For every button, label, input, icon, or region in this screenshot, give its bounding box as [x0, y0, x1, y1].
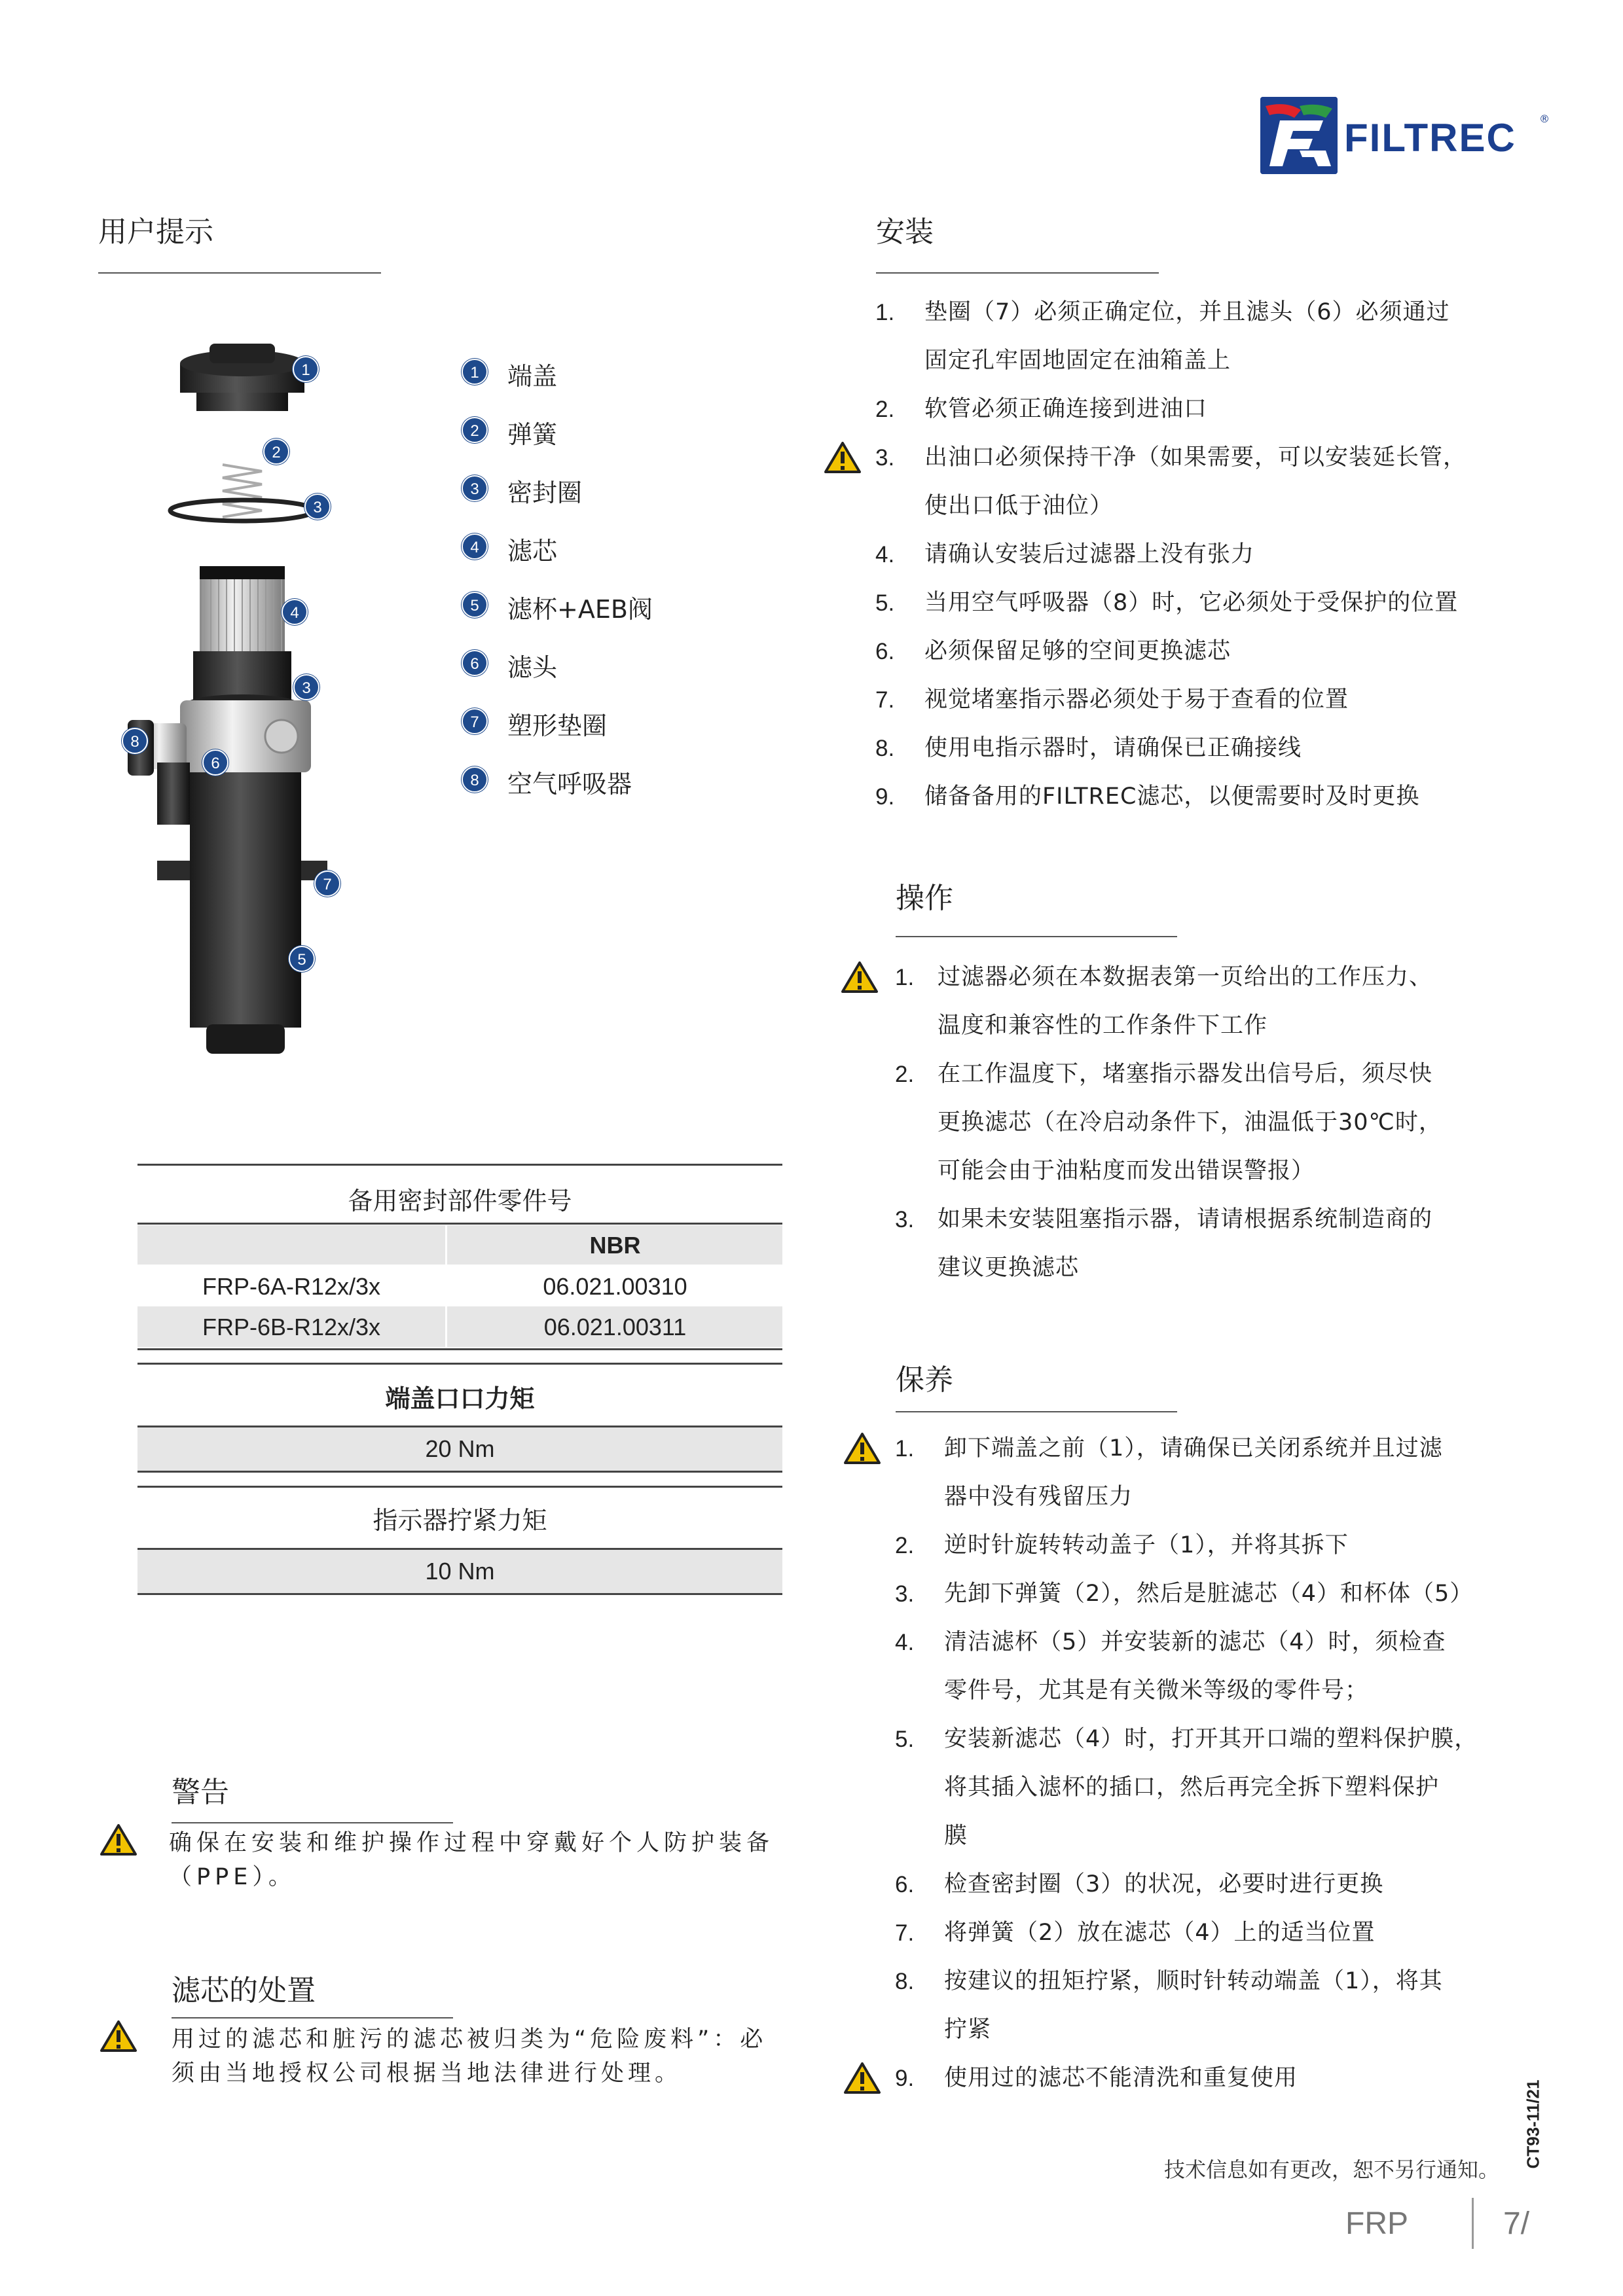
warning-line-1: 确保在安装和维护操作过程中穿戴好个人防护装备 — [169, 1830, 775, 1856]
legend-badge-7: 7 — [462, 708, 488, 734]
callout-badge-6: 6 — [202, 749, 228, 776]
maintenance-item-3-num: 3. — [895, 1581, 915, 1607]
callout-badge-3: 3 — [304, 493, 331, 520]
seal-table-title: 备用密封部件零件号 — [348, 1187, 572, 1215]
maintenance-rule — [896, 1411, 1177, 1412]
installation-item-7-num: 7. — [875, 687, 895, 713]
legend-label-2: 弹簧 — [507, 420, 558, 449]
maintenance-item-6-line-1: 检查密封圈（3）的状况，必要时进行更换 — [944, 1871, 1384, 1897]
installation-item-6-line-1: 必须保留足够的空间更换滤芯 — [924, 638, 1231, 664]
installation-item-1-line-2: 固定孔牢固地固定在油箱盖上 — [924, 348, 1231, 374]
seal-table-row-2-part: 06.021.00311 — [543, 1314, 687, 1340]
maintenance-item-1-num: 1. — [895, 1436, 915, 1462]
callout-badge-7: 7 — [314, 870, 340, 897]
installation-item-1-num: 1. — [875, 300, 895, 325]
maintenance-item-9-warning-icon — [843, 2062, 881, 2094]
callout-badge-5: 5 — [289, 946, 315, 972]
maintenance-item-1-line-1: 卸下端盖之前（1），请确保已关闭系统并且过滤 — [944, 1435, 1443, 1462]
footer-note: 技术信息如有更改，恕不另行通知。 — [1164, 2157, 1500, 2182]
callout-badge-8: 8 — [122, 728, 148, 754]
installation-item-8-num: 8. — [875, 736, 895, 761]
operation-item-3-line-1: 如果未安装阻塞指示器，请请根据系统制造商的 — [938, 1206, 1433, 1232]
seal-table-header-separator — [445, 1225, 447, 1265]
maintenance-item-3-line-1: 先卸下弹簧（2），然后是脏滤芯（4）和杯体（5） — [944, 1581, 1474, 1607]
maintenance-item-8-line-2: 拧紧 — [944, 2017, 992, 2043]
maintenance-title: 保养 — [896, 1363, 953, 1397]
indicator-torque-title: 指示器拧紧力矩 — [373, 1506, 547, 1535]
installation-item-3-num: 3. — [875, 445, 895, 471]
operation-item-1-warning-icon — [841, 961, 879, 994]
installation-item-3-warning-icon — [824, 441, 862, 474]
installation-item-2-line-1: 软管必须正确连接到进油口 — [924, 396, 1208, 422]
callout-badge-3b: 3 — [293, 674, 319, 700]
maintenance-item-8-line-1: 按建议的扭矩拧紧，顺时针转动端盖（1），将其 — [944, 1968, 1443, 1994]
seal-table-row-2-separator — [445, 1306, 447, 1347]
maintenance-item-5-num: 5. — [895, 1727, 915, 1752]
operation-item-2-line-2: 更换滤芯（在冷启动条件下，油温低于30℃时， — [938, 1109, 1442, 1136]
operation-item-1-num: 1. — [895, 965, 915, 990]
legend-label-6: 滤头 — [507, 653, 558, 682]
footer-product: FRP — [1345, 2206, 1408, 2241]
indicator-torque-top-rule — [137, 1486, 782, 1488]
callout-badge-4: 4 — [282, 599, 308, 625]
operation-item-2-num: 2. — [895, 1062, 915, 1087]
installation-rule — [876, 272, 1159, 274]
callout-badge-2: 2 — [263, 439, 289, 465]
warning-icon — [100, 1823, 137, 1859]
maintenance-item-5-line-3: 膜 — [944, 1823, 968, 1849]
disposal-title: 滤芯的处置 — [172, 1974, 316, 2007]
legend-label-7: 塑形垫圈 — [507, 711, 608, 740]
registered-mark: ® — [1539, 113, 1550, 125]
maintenance-item-5-line-1: 安装新滤芯（4）时，打开其开口端的塑料保护膜， — [944, 1726, 1478, 1752]
footer-divider — [1472, 2198, 1474, 2249]
installation-item-2-num: 2. — [875, 397, 895, 422]
indicator-torque-bottom-rule — [137, 1593, 782, 1595]
operation-item-3-line-2: 建议更换滤芯 — [938, 1255, 1080, 1281]
installation-item-9-num: 9. — [875, 784, 895, 810]
cap-torque-value: 20 Nm — [425, 1435, 495, 1462]
legend-badge-3: 3 — [462, 475, 488, 501]
warning-rule — [172, 1822, 453, 1823]
filtrec-logo-icon — [1260, 97, 1338, 174]
operation-item-1-line-1: 过滤器必须在本数据表第一页给出的工作压力、 — [938, 964, 1433, 990]
maintenance-item-1-line-2: 器中没有残留压力 — [944, 1484, 1133, 1510]
seal-table-top-rule — [137, 1164, 782, 1166]
legend-badge-1: 1 — [462, 359, 488, 385]
disposal-line-2: 须由当地授权公司根据当地法律进行处理。 — [172, 2060, 682, 2087]
installation-item-9-line-1: 储备备用的FILTREC滤芯，以便需要时及时更换 — [924, 783, 1420, 810]
disposal-rule — [172, 2017, 453, 2018]
legend-badge-2: 2 — [462, 417, 488, 443]
brand-name: FILTREC — [1344, 116, 1516, 160]
installation-title: 安装 — [876, 215, 934, 249]
seal-table-row-1-part: 06.021.00310 — [543, 1273, 687, 1300]
maintenance-item-5-line-2: 将其插入滤杯的插口，然后再完全拆下塑料保护 — [944, 1774, 1440, 1801]
maintenance-item-6-num: 6. — [895, 1872, 915, 1897]
installation-item-6-num: 6. — [875, 639, 895, 664]
installation-item-5-num: 5. — [875, 590, 895, 616]
installation-item-8-line-1: 使用电指示器时，请确保已正确接线 — [924, 735, 1302, 761]
maintenance-item-7-line-1: 将弹簧（2）放在滤芯（4）上的适当位置 — [944, 1920, 1376, 1946]
callout-badge-1: 1 — [293, 356, 319, 382]
seal-table-row-1-model: FRP-6A-R12x/3x — [202, 1273, 381, 1300]
operation-rule — [896, 936, 1177, 937]
operation-title: 操作 — [896, 882, 953, 915]
operation-item-2-line-3: 可能会由于油粘度而发出错误警报） — [938, 1158, 1315, 1184]
legend-badge-6: 6 — [462, 650, 488, 676]
seal-table-bottom-rule — [137, 1348, 782, 1350]
doc-code-wrapper — [1520, 2062, 1546, 2193]
cap-torque-bottom-rule — [137, 1471, 782, 1473]
operation-item-1-line-2: 温度和兼容性的工作条件下工作 — [938, 1013, 1268, 1039]
installation-item-7-line-1: 视觉堵塞指示器必须处于易于查看的位置 — [924, 687, 1349, 713]
maintenance-item-1-warning-icon — [843, 1432, 881, 1465]
maintenance-item-7-num: 7. — [895, 1920, 915, 1946]
maintenance-item-2-num: 2. — [895, 1533, 915, 1558]
warning-line-2: （PPE）。 — [169, 1864, 296, 1890]
filter-exploded-illustration — [111, 337, 386, 1064]
legend-label-3: 密封圈 — [507, 478, 583, 507]
legend-badge-5: 5 — [462, 592, 488, 618]
installation-item-3-line-1: 出油口必须保持干净（如果需要，可以安装延长管， — [924, 444, 1467, 471]
legend-label-8: 空气呼吸器 — [507, 770, 632, 798]
legend-badge-8: 8 — [462, 766, 488, 793]
maintenance-item-9-line-1: 使用过的滤芯不能清洗和重复使用 — [944, 2065, 1298, 2091]
legend-label-1: 端盖 — [507, 362, 558, 391]
doc-code: CT93-11/21 — [1523, 2079, 1543, 2169]
maintenance-item-4-line-2: 零件号，尤其是有关微米等级的零件号； — [944, 1677, 1369, 1704]
disposal-line-1: 用过的滤芯和脏污的滤芯被归类为“危险废料”：必 — [172, 2026, 767, 2053]
user-tips-title: 用户提示 — [98, 215, 213, 249]
disposal-warning-icon — [100, 2020, 137, 2055]
legend-label-4: 滤芯 — [507, 537, 558, 565]
filtrec-logo — [1260, 97, 1548, 174]
installation-item-3-line-2: 使出口低于油位） — [924, 493, 1114, 519]
legend-badge-4: 4 — [462, 533, 488, 560]
maintenance-item-4-num: 4. — [895, 1630, 915, 1655]
installation-item-4-line-1: 请确认安装后过滤器上没有张力 — [924, 541, 1255, 567]
footer-page-number: 7/ — [1503, 2206, 1530, 2241]
installation-item-1-line-1: 垫圈（7）必须正确定位，并且滤头（6）必须通过 — [924, 299, 1450, 325]
operation-item-3-num: 3. — [895, 1207, 915, 1232]
maintenance-item-2-line-1: 逆时针旋转转动盖子（1），并将其拆下 — [944, 1532, 1349, 1558]
indicator-torque-value: 10 Nm — [425, 1558, 495, 1585]
installation-item-5-line-1: 当用空气呼吸器（8）时，它必须处于受保护的位置 — [924, 590, 1459, 616]
seal-table-title-rule — [137, 1223, 782, 1225]
seal-table-header-nbr: NBR — [589, 1232, 641, 1259]
operation-item-2-line-1: 在工作温度下，堵塞指示器发出信号后，须尽快 — [938, 1061, 1433, 1087]
maintenance-item-4-line-1: 清洁滤杯（5）并安装新的滤芯（4）时，须检查 — [944, 1629, 1446, 1655]
warning-title: 警告 — [172, 1776, 229, 1809]
seal-table-row-2-model: FRP-6B-R12x/3x — [202, 1314, 381, 1340]
maintenance-item-8-num: 8. — [895, 1969, 915, 1994]
installation-item-4-num: 4. — [875, 542, 895, 567]
cap-torque-title: 端盖口口力矩 — [385, 1384, 535, 1413]
user-tips-rule — [98, 272, 381, 274]
legend-label-5: 滤杯+AEB阀 — [507, 595, 653, 624]
maintenance-item-9-num: 9. — [895, 2066, 915, 2091]
cap-torque-top-rule — [137, 1363, 782, 1365]
